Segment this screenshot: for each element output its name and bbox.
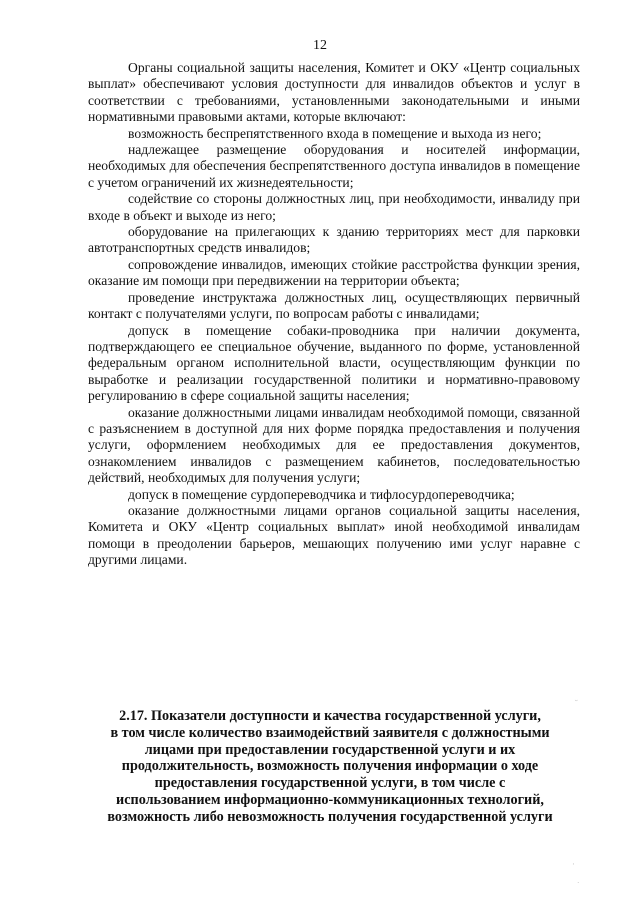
- scan-speck: ˘: [574, 700, 579, 710]
- heading-line: 2.17. Показатели доступности и качества государственной услуги,: [119, 708, 541, 724]
- heading-line: в том числе количество взаимодействий заявителя с должностными: [110, 724, 550, 741]
- list-item: содействие со стороны должностных лиц, при необходимости, инвалиду при входе в объект и выходе из него;: [88, 191, 580, 223]
- heading-line: использованием информационно-коммуникационных технологий,: [116, 791, 544, 808]
- scan-speck: ˙: [576, 882, 581, 892]
- list-item: оборудование на прилегающих к зданию территориях мест для парковки автотранспортных средств инвалидов;: [88, 224, 580, 256]
- list-item: допуск в помещение собаки-проводника при наличии документа, подтверждающего ее специальное обучение, выданного по форме, установленной федеральным органом исполнительной власти, осуществляющим функции по выработке и реализации государственной политики и нормативно-правовому регулированию в сфере социальной защиты населения;: [88, 322, 580, 404]
- paragraph-intro: Органы социальной защиты населения, Комитет и ОКУ «Центр социальных выплат» обеспечивают условия доступности для инвалидов объектов и услуг в соответствии с требованиями, установленными законодательными и иными нормативными правовыми актами, которые включают:: [88, 60, 580, 125]
- list-item: надлежащее размещение оборудования и носителей информации, необходимых для обеспечения беспрепятственного доступа инвалидов в помещение с учетом ограничений их жизнедеятельности;: [88, 142, 580, 190]
- page-number: 12: [313, 38, 327, 53]
- heading-line: лицами при предоставлении государственной услуги и их: [144, 741, 516, 758]
- heading-line: продолжительность, возможность получения информации о ходе: [121, 758, 539, 775]
- list-item: проведение инструктажа должностных лиц, осуществляющих первичный контакт с получателями услуги, по вопросам работы с инвалидами;: [88, 289, 580, 322]
- scan-speck: ·: [572, 860, 575, 870]
- section-heading: [78, 708, 582, 826]
- heading-line: возможность либо невозможность получения государственной услуги: [107, 808, 553, 825]
- list-item: сопровождение инвалидов, имеющих стойкие расстройства функции зрения, оказание им помощи при передвижении на территории объекта;: [88, 256, 580, 289]
- body-text: [88, 60, 580, 569]
- list-item: допуск в помещение сурдопереводчика и тифлосурдопереводчика;: [128, 486, 515, 502]
- list-item: оказание должностными лицами органов социальной защиты населения, Комитета и ОКУ «Центр социальных выплат» иной необходимой инвалидам помощи в преодолении барьеров, мешающих получению ими услуг наравне с другими лицами.: [88, 502, 580, 568]
- list-item: оказание должностными лицами инвалидам необходимой помощи, связанной с разъяснением в доступной для них форме порядка предоставления и получения услуги, оформлением необходимых для ее предоставления документов, ознакомлением инвалидов с размещением кабинетов, последовательностью действий, необходимых для получения услуги;: [88, 404, 580, 486]
- list-item: возможность беспрепятственного входа в помещение и выхода из него;: [128, 125, 542, 141]
- heading-line: предоставления государственной услуги, в том числе с: [154, 775, 506, 792]
